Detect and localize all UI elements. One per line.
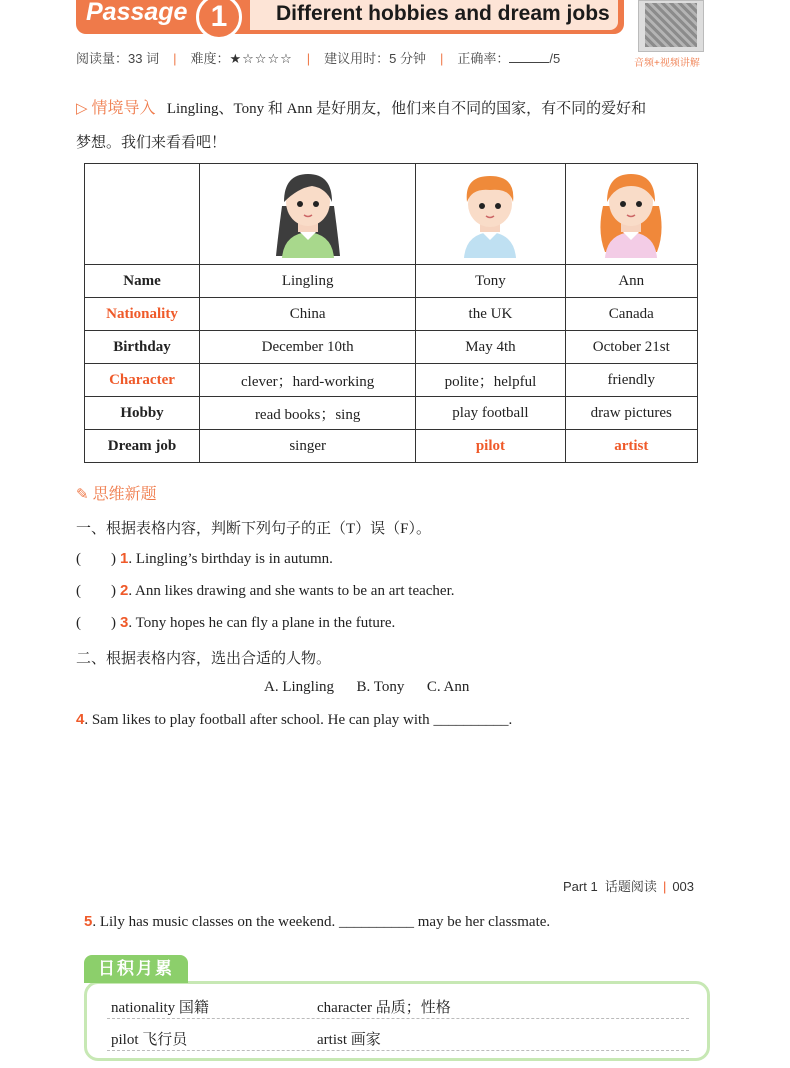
cell-value: draw pictures [565,397,697,430]
passage-title: Different hobbies and dream jobs [276,2,610,25]
accuracy-total: /5 [549,51,561,66]
intro-line-1 [76,95,646,118]
row-label-dream-job: Dream job [85,430,200,463]
cell-value: Tony [416,265,565,298]
vocab-item: nationality 国籍 [111,1000,209,1016]
qr-code-icon[interactable] [638,0,704,52]
table-row [85,298,698,331]
vocab-item: artist 画家 [317,1032,381,1048]
table-row [85,397,698,430]
part2-instruction: 二、根据表格内容，选出合适的人物。 [76,651,332,667]
option-a: A. Lingling [264,679,334,695]
cell-value: China [200,298,416,331]
vocab-row [107,988,689,1019]
girl-portrait-icon [268,166,348,258]
girl-curly-portrait-icon [591,166,671,258]
vocab-item: character 品质；性格 [317,1000,451,1016]
vocab-row [107,1020,689,1051]
footer-section: 话题阅读 [604,879,657,894]
passage-label: Passage [86,0,188,26]
cell-value: artist [565,430,697,463]
portrait-tony [416,164,565,265]
table-row [85,364,698,397]
intro-section-title: 情境导入 [91,100,156,117]
row-label-nationality: Nationality [85,298,200,331]
table-row-pictures [85,164,698,265]
table-row [85,265,698,298]
cell-value: Ann [565,265,697,298]
page-footer: Part 1 话题阅读 | 003 [563,879,695,894]
question-number: 1 [120,550,129,567]
answer-parens[interactable]: ( ) [76,551,116,567]
question-number: 5 [84,913,93,930]
portrait-ann [565,164,697,265]
word-count: 阅读量：33 词 [76,51,160,66]
info-table [84,163,698,463]
question-number: 2 [120,582,129,599]
question-text: . Tony hopes he can fly a plane in the future. [128,615,396,631]
meta-line: 阅读量：33 词 | 难度：★☆☆☆☆ | 建议用时：5 分钟 | 正确率： /5 [76,51,561,66]
question-5 [84,913,550,931]
cell-value: clever；hard-working [200,364,416,397]
vocab-box [84,981,710,1061]
table-corner-cell [85,164,200,265]
table-row [85,331,698,364]
cell-value: Lingling [200,265,416,298]
difficulty-stars-icon: ★☆☆☆☆ [229,51,293,66]
table-row [85,430,698,463]
vocab-item: pilot 飞行员 [111,1032,188,1048]
portrait-lingling [200,164,416,265]
suggested-time: 建议用时：5 分钟 [324,51,426,66]
passage-number: 1 [196,0,242,40]
intro-text-1: Lingling、Tony 和 Ann 是好朋友，他们来自不同的国家，有不同的爱好和 [166,101,647,117]
row-label-hobby: Hobby [85,397,200,430]
cell-value: December 10th [200,331,416,364]
page-number: 003 [672,879,695,894]
cell-value: friendly [565,364,697,397]
answer-blank[interactable]: __________ [338,914,414,930]
difficulty-label: 难度： [190,51,230,66]
boy-portrait-icon [450,166,530,258]
exercise-section-title: 思维新题 [92,486,157,503]
answer-parens[interactable]: ( ) [76,583,116,599]
row-label-name: Name [85,265,200,298]
question-text: . Ann likes drawing and she wants to be an art teacher. [128,583,455,599]
footer-part: Part 1 [563,879,598,894]
row-label-character: Character [85,364,200,397]
option-c: C. Ann [426,679,470,695]
accuracy-blank[interactable] [509,50,549,63]
question-number: 3 [120,614,129,631]
cell-value: play football [416,397,565,430]
question-1 [76,550,333,568]
cell-value: polite；helpful [416,364,565,397]
intro-text-2: 梦想。我们来看看吧！ [76,135,227,151]
play-triangle-icon: ▷ [76,101,88,117]
question-2 [76,582,455,600]
question-text: . Sam likes to play football after school. He can play with [84,712,434,728]
answer-blank[interactable]: __________. [433,712,513,728]
answer-parens[interactable]: ( ) [76,615,116,631]
accuracy-label: 正确率： [457,51,510,66]
question-3 [76,614,395,632]
option-b: B. Tony [356,679,405,695]
cell-value: October 21st [565,331,697,364]
cell-value: May 4th [416,331,565,364]
cell-value: Canada [565,298,697,331]
vocab-title: 日积月累 [84,955,188,983]
question-4 [76,711,512,729]
cell-value: pilot [416,430,565,463]
row-label-birthday: Birthday [85,331,200,364]
question-number: 4 [76,711,85,728]
cell-value: read books；sing [200,397,416,430]
question-text: . Lingling’s birthday is in autumn. [128,551,333,567]
options-line [264,679,469,696]
pen-circle-icon: ✎ [76,487,89,503]
cell-value: singer [200,430,416,463]
question-text: . Lily has music classes on the weekend. [92,914,339,930]
question-text-tail: may be her classmate. [413,914,551,930]
part1-instruction: 一、根据表格内容，判断下列句子的正（T）误（F）。 [76,521,432,537]
qr-label[interactable]: 音频+视频讲解 [634,58,700,69]
cell-value: the UK [416,298,565,331]
exercise-section-header [76,481,157,504]
